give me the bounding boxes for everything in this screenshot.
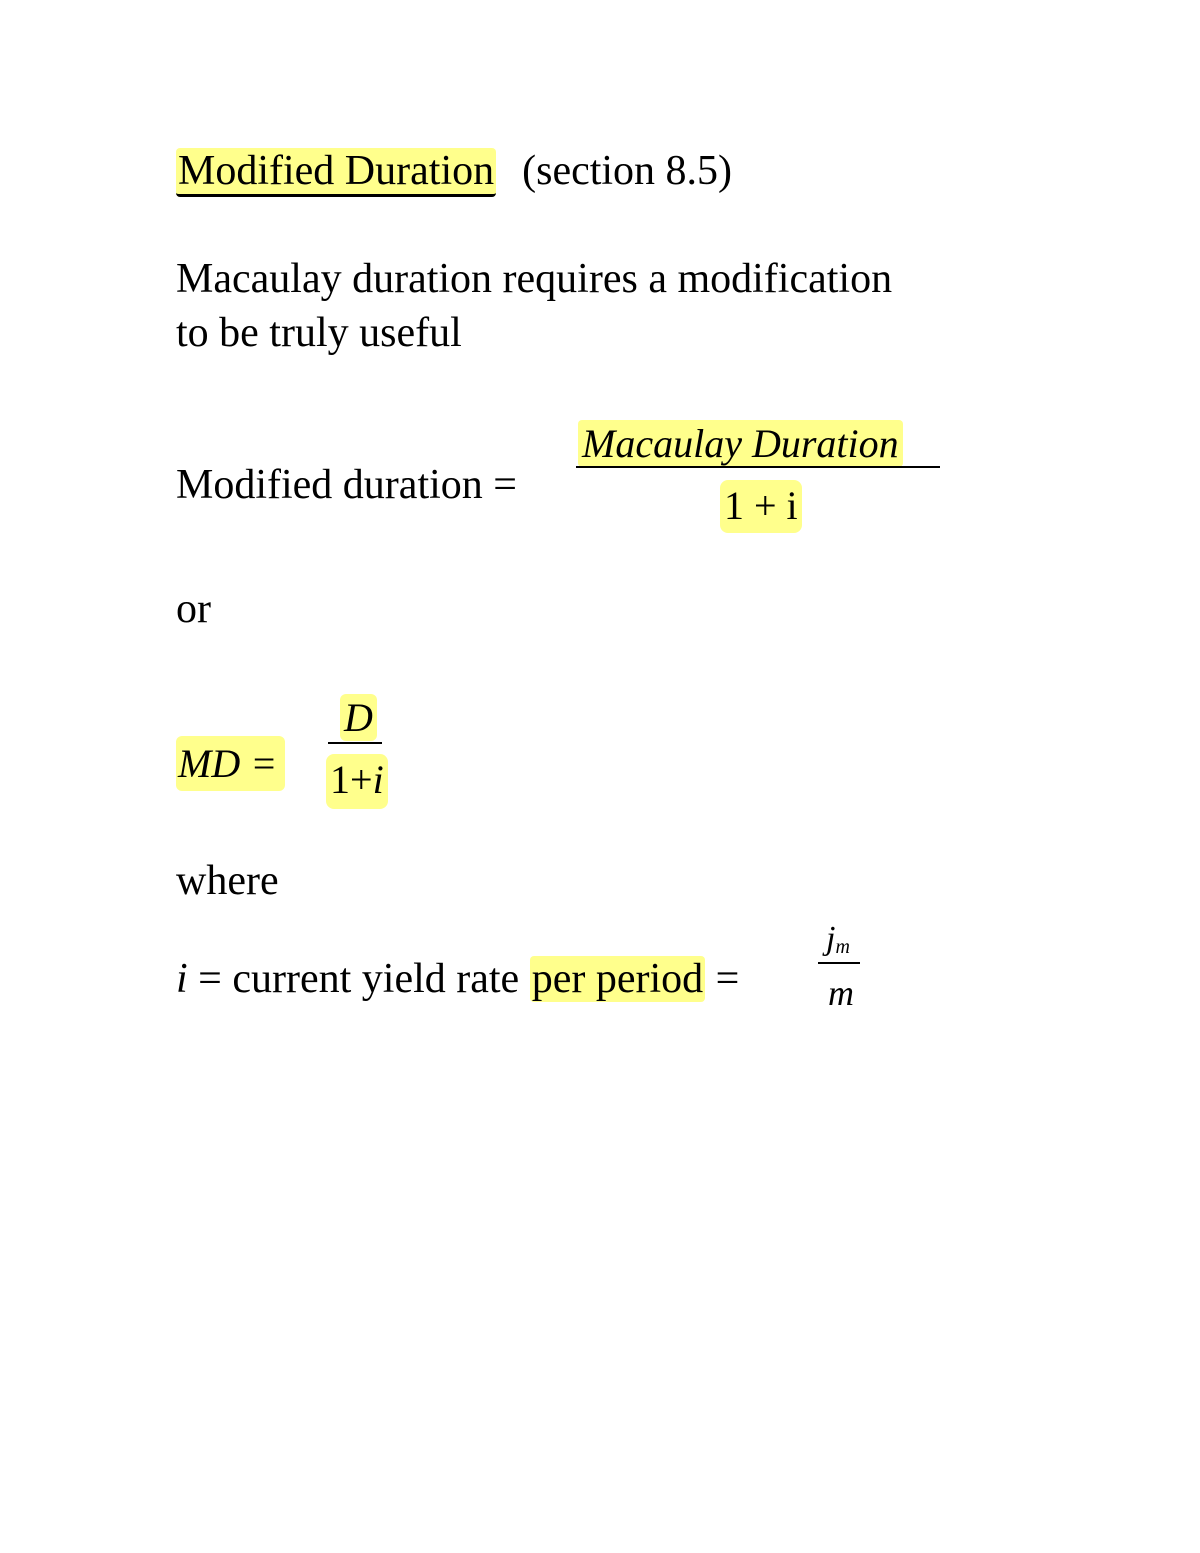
- equation2-denominator-var: i: [372, 757, 384, 802]
- definition-fraction-bar: [818, 962, 860, 964]
- title-section: (section 8.5): [522, 148, 733, 194]
- equation2-numerator: D: [340, 694, 377, 741]
- equation1-denominator: [720, 480, 802, 533]
- equation2-fraction-bar: [328, 742, 382, 744]
- definition-fraction-denominator: m: [828, 973, 854, 1013]
- definition-fraction-num-j: j: [826, 920, 836, 957]
- intro-line-2: to be truly useful: [176, 310, 462, 356]
- page-title: [176, 150, 732, 192]
- equation1-numerator: Macaulay Duration: [578, 420, 903, 467]
- definition-variable: i: [176, 956, 188, 1002]
- where-text: where: [176, 858, 279, 904]
- definition-fraction-num-sub: m: [835, 936, 850, 958]
- equation1-fraction-bar: [576, 466, 940, 468]
- definition-equals: =: [705, 956, 740, 1002]
- equation2-lhs: MD =: [176, 736, 285, 791]
- title-main: Modified Duration: [176, 148, 496, 197]
- definition-line: [176, 958, 739, 1000]
- equation2-denominator-prefix: 1+: [330, 757, 373, 802]
- or-text: or: [176, 586, 211, 632]
- equation1-denominator-text: 1 + i: [724, 483, 798, 528]
- equation2-denominator: [326, 754, 388, 809]
- definition-fraction-numerator: [826, 920, 850, 959]
- definition-text: = current yield rate: [187, 956, 530, 1002]
- equation1-label: Modified duration =: [176, 462, 517, 508]
- intro-line-1: Macaulay duration requires a modification: [176, 256, 893, 302]
- definition-highlight: per period: [531, 956, 704, 1002]
